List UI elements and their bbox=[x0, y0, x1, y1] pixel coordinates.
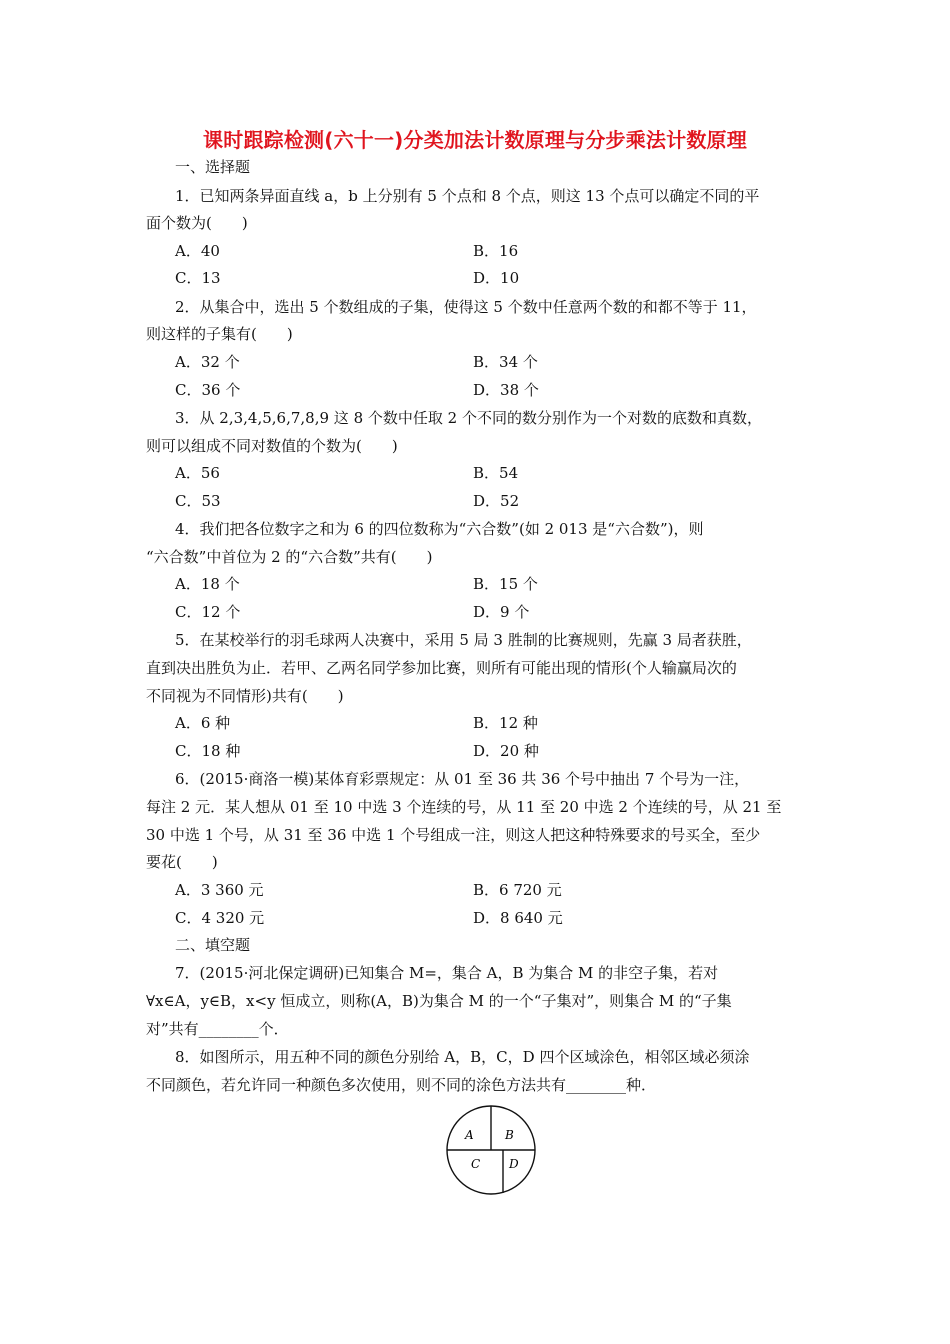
q1-line2: 面个数为( ) bbox=[146, 214, 248, 232]
q3-option-b: B．54 bbox=[473, 464, 519, 482]
region-label-d: D bbox=[509, 1157, 519, 1171]
q8-line1: 8．如图所示，用五种不同的颜色分别给 A，B，C，D 四个区域涂色，相邻区域必须涂 bbox=[175, 1048, 750, 1066]
page-title: 课时跟踪检测(六十一)分类加法计数原理与分步乘法计数原理 bbox=[203, 128, 747, 152]
q1-option-a: A．40 bbox=[175, 242, 220, 260]
q4-option-c: C．12 个 bbox=[175, 603, 241, 621]
q1-option-b: B．16 bbox=[473, 242, 519, 260]
q6-line2: 每注 2 元．某人想从 01 至 10 中选 3 个连续的号，从 11 至 20 中选 2 个连续的号，从 21 至 bbox=[146, 798, 782, 816]
q7-line1: 7．(2015·河北保定调研)已知集合 M=，集合 A，B 为集合 M 的非空子集，若对 bbox=[175, 964, 719, 982]
q1-option-d: D．10 bbox=[473, 269, 520, 287]
q4-option-d: D．9 个 bbox=[473, 603, 530, 621]
q5-option-a: A．6 种 bbox=[175, 714, 231, 732]
q3-option-a: A．56 bbox=[175, 464, 220, 482]
q5-option-d: D．20 种 bbox=[473, 742, 539, 760]
q5-line3: 不同视为不同情形)共有( ) bbox=[146, 687, 344, 705]
q5-line1: 5．在某校举行的羽毛球两人决赛中，采用 5 局 3 胜制的比赛规则，先赢 3 局者获胜， bbox=[175, 631, 752, 649]
q1-line1: 1．已知两条异面直线 a，b 上分别有 5 个点和 8 个点，则这 13 个点可以确定不同的平 bbox=[175, 187, 760, 205]
q3-line2: 则可以组成不同对数值的个数为( ) bbox=[146, 437, 398, 455]
q4-option-b: B．15 个 bbox=[473, 575, 538, 593]
q3-option-d: D．52 bbox=[473, 492, 520, 510]
region-label-c: C bbox=[471, 1157, 481, 1171]
q4-line2: “六合数”中首位为 2 的“六合数”共有( ) bbox=[146, 548, 433, 566]
section-heading-fill: 二、填空题 bbox=[175, 936, 251, 954]
q5-line2: 直到决出胜负为止．若甲、乙两名同学参加比赛，则所有可能出现的情形(个人输赢局次的 bbox=[146, 659, 737, 677]
section-heading-choice: 一、选择题 bbox=[175, 158, 251, 176]
q1-option-c: C．13 bbox=[175, 269, 221, 287]
q3-option-c: C．53 bbox=[175, 492, 221, 510]
q7-line2: ∀x∈A，y∈B，x<y 恒成立，则称(A，B)为集合 M 的一个“子集对”，则集合 M 的“子集 bbox=[146, 992, 732, 1010]
q5-option-b: B．12 种 bbox=[473, 714, 538, 732]
q2-option-a: A．32 个 bbox=[175, 353, 240, 371]
q2-option-d: D．38 个 bbox=[473, 381, 539, 399]
q6-option-a: A．3 360 元 bbox=[175, 881, 264, 899]
region-circle-diagram bbox=[445, 1104, 537, 1196]
q3-line1: 3．从 2,3,4,5,6,7,8,9 这 8 个数中任取 2 个不同的数分别作为一个对数的底数和真数， bbox=[175, 409, 762, 427]
q6-line1: 6．(2015·商洛一模)某体育彩票规定：从 01 至 36 共 36 个号中抽出 7 个号为一注， bbox=[175, 770, 750, 788]
q6-option-c: C．4 320 元 bbox=[175, 909, 265, 927]
q6-option-b: B．6 720 元 bbox=[473, 881, 562, 899]
q2-line1: 2．从集合中，选出 5 个数组成的子集，使得这 5 个数中任意两个数的和都不等于 11， bbox=[175, 298, 757, 316]
q6-option-d: D．8 640 元 bbox=[473, 909, 563, 927]
q4-line1: 4．我们把各位数字之和为 6 的四位数称为“六合数”(如 2 013 是“六合数”)，则 bbox=[175, 520, 704, 538]
region-label-b: B bbox=[505, 1128, 514, 1142]
q6-line3: 30 中选 1 个号，从 31 至 36 中选 1 个号组成一注，则这人把这种特殊要求的号买全，至少 bbox=[146, 826, 761, 844]
q2-option-b: B．34 个 bbox=[473, 353, 538, 371]
region-label-a: A bbox=[465, 1128, 474, 1142]
q4-option-a: A．18 个 bbox=[175, 575, 240, 593]
q8-line2: 不同颜色，若允许同一种颜色多次使用，则不同的涂色方法共有________种． bbox=[146, 1076, 657, 1094]
q2-option-c: C．36 个 bbox=[175, 381, 241, 399]
q7-line3: 对”共有________个． bbox=[146, 1020, 289, 1038]
q2-line2: 则这样的子集有( ) bbox=[146, 325, 293, 343]
q6-line4: 要花( ) bbox=[146, 853, 218, 871]
q5-option-c: C．18 种 bbox=[175, 742, 241, 760]
